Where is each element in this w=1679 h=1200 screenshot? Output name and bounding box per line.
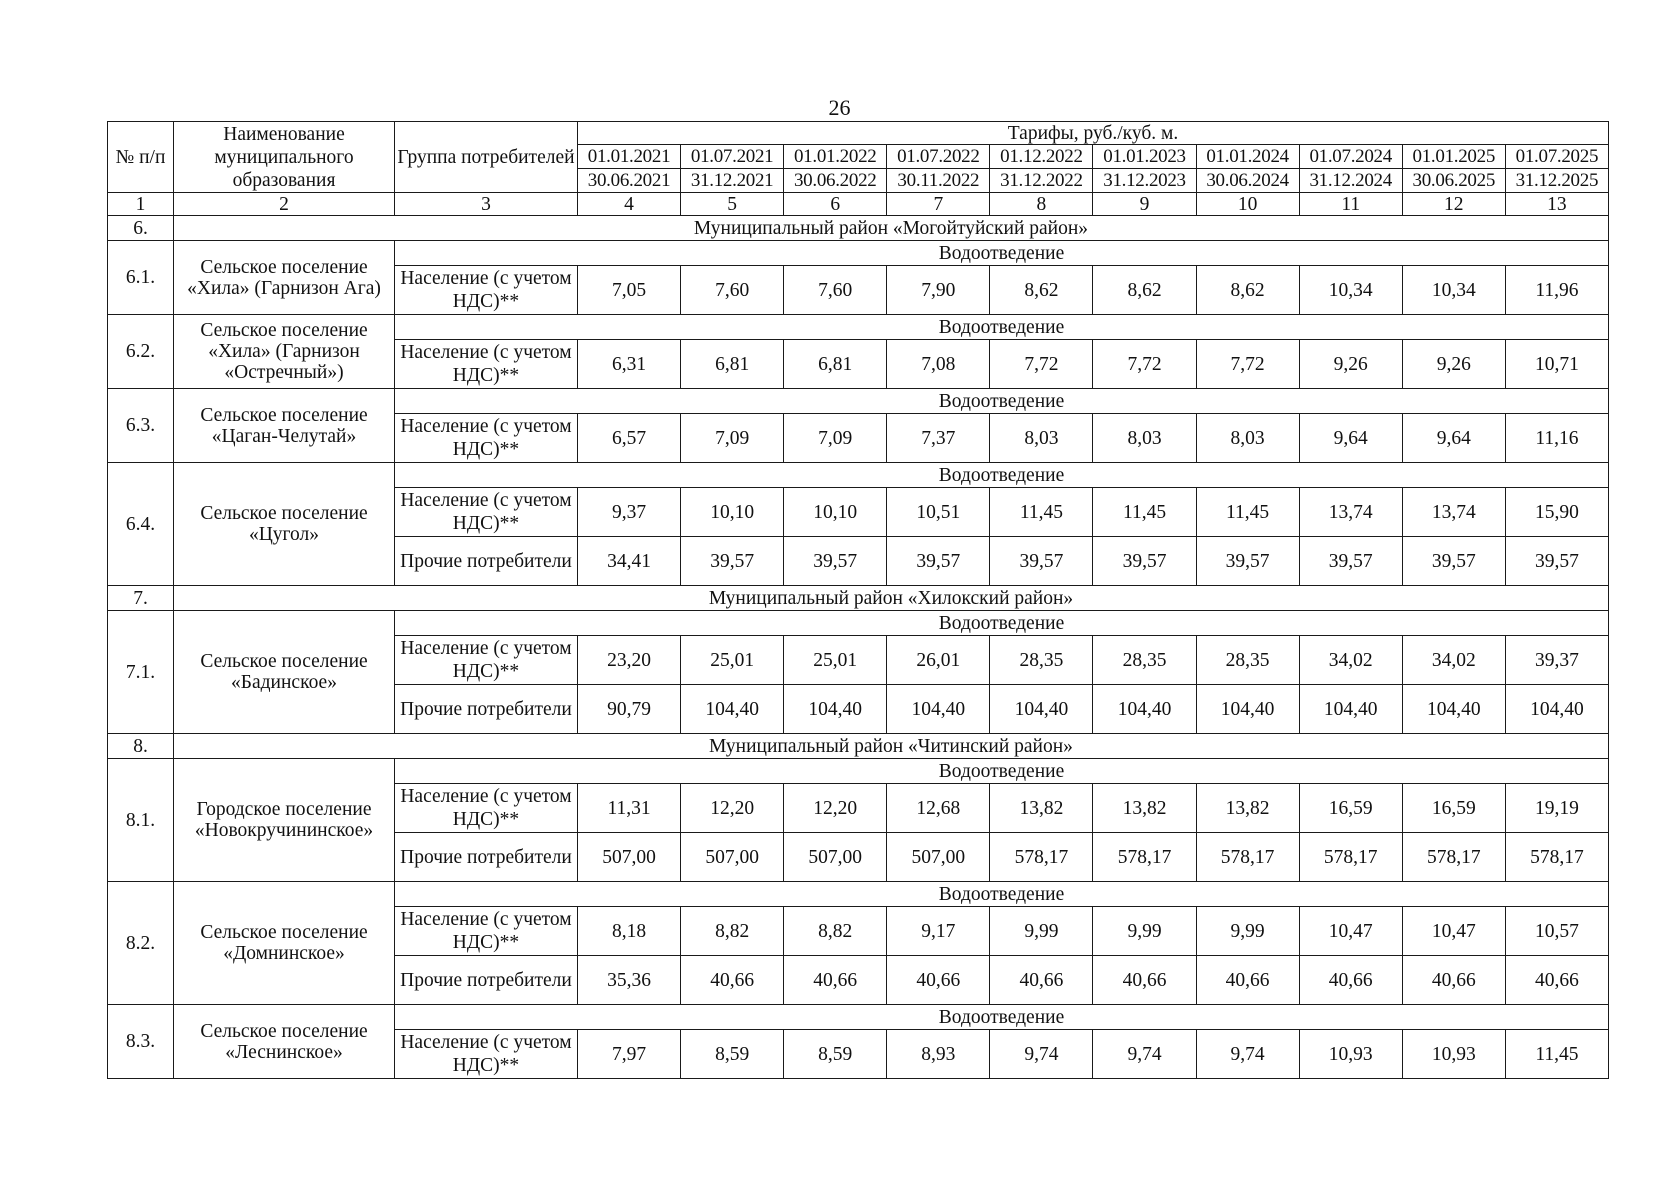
- service-type: Водоотведение: [395, 315, 1609, 340]
- tariff-value: 8,59: [681, 1030, 784, 1079]
- service-row: [108, 463, 1609, 488]
- period-to: 30.06.2021: [578, 168, 680, 192]
- tariff-value: 10,10: [681, 488, 784, 537]
- tariff-value: 8,18: [578, 907, 681, 956]
- consumer-group: Прочие потребители: [395, 833, 578, 882]
- tariff-value: 16,59: [1402, 784, 1505, 833]
- entry-number: 6.2.: [108, 315, 174, 389]
- tariff-value: 9,74: [990, 1030, 1093, 1079]
- entry-number: 7.1.: [108, 611, 174, 734]
- tariff-value: 104,40: [1196, 685, 1299, 734]
- entry-number: 8.1.: [108, 759, 174, 882]
- tariff-value: 6,81: [784, 340, 887, 389]
- column-number: 5: [681, 193, 784, 216]
- period-to: 30.06.2025: [1403, 168, 1505, 192]
- tariff-value: 9,99: [990, 907, 1093, 956]
- tariff-value: 11,45: [1093, 488, 1196, 537]
- tariff-value: 28,35: [1196, 636, 1299, 685]
- tariff-value: 11,45: [1505, 1030, 1608, 1079]
- tariff-value: 6,57: [578, 414, 681, 463]
- service-row: [108, 882, 1609, 907]
- tariff-value: 9,99: [1196, 907, 1299, 956]
- tariff-value: 578,17: [1299, 833, 1402, 882]
- tariff-value: 10,93: [1299, 1030, 1402, 1079]
- tariff-value: 9,37: [578, 488, 681, 537]
- district-row: [108, 734, 1609, 759]
- tariff-value: 9,26: [1402, 340, 1505, 389]
- tariff-value: 90,79: [578, 685, 681, 734]
- service-type: Водоотведение: [395, 882, 1609, 907]
- municipality-name: Сельское поселение «Домнинское»: [174, 882, 395, 1005]
- period-header: [887, 145, 990, 193]
- service-type: Водоотведение: [395, 389, 1609, 414]
- consumer-group: Прочие потребители: [395, 537, 578, 586]
- tariff-value: 8,82: [681, 907, 784, 956]
- tariff-value: 39,57: [1093, 537, 1196, 586]
- tariff-value: 40,66: [1093, 956, 1196, 1005]
- period-header: [1402, 145, 1505, 193]
- period-header: [990, 145, 1093, 193]
- period-from: 01.12.2022: [1000, 146, 1083, 167]
- service-row: [108, 315, 1609, 340]
- tariff-value: 10,47: [1299, 907, 1402, 956]
- period-header: [1196, 145, 1299, 193]
- tariff-value: 8,03: [990, 414, 1093, 463]
- period-header: [784, 145, 887, 193]
- tariff-value: 9,64: [1402, 414, 1505, 463]
- tariff-value: 507,00: [887, 833, 990, 882]
- district-number: 8.: [108, 734, 174, 759]
- tariff-value: 7,72: [1093, 340, 1196, 389]
- tariff-value: 40,66: [1299, 956, 1402, 1005]
- tariff-table: [107, 121, 1609, 1079]
- municipality-name: Городское поселение «Новокручининское»: [174, 759, 395, 882]
- tariff-value: 9,17: [887, 907, 990, 956]
- tariff-value: 26,01: [887, 636, 990, 685]
- entry-number: 8.2.: [108, 882, 174, 1005]
- tariff-value: 12,68: [887, 784, 990, 833]
- consumer-group: Население (с учетом НДС)**: [395, 636, 578, 685]
- consumer-group: Прочие потребители: [395, 956, 578, 1005]
- tariff-value: 39,57: [1505, 537, 1608, 586]
- tariff-value: 16,59: [1299, 784, 1402, 833]
- tariff-value: 9,74: [1093, 1030, 1196, 1079]
- period-header: [1093, 145, 1196, 193]
- table-header: [108, 122, 1609, 216]
- period-header: [1299, 145, 1402, 193]
- service-row: [108, 241, 1609, 266]
- municipality-name: Сельское поселение «Хила» (Гарнизон «Остречный»): [174, 315, 395, 389]
- tariff-value: 104,40: [990, 685, 1093, 734]
- column-number: 8: [990, 193, 1093, 216]
- district-number: 7.: [108, 586, 174, 611]
- tariff-value: 9,64: [1299, 414, 1402, 463]
- service-row: [108, 1005, 1609, 1030]
- municipality-name: Сельское поселение «Леснинское»: [174, 1005, 395, 1079]
- tariff-value: 40,66: [1196, 956, 1299, 1005]
- column-number-row: [108, 193, 1609, 216]
- district-row: [108, 216, 1609, 241]
- tariff-value: 11,31: [578, 784, 681, 833]
- service-type: Водоотведение: [395, 611, 1609, 636]
- tariff-value: 9,26: [1299, 340, 1402, 389]
- column-number: 6: [784, 193, 887, 216]
- tariff-value: 40,66: [681, 956, 784, 1005]
- tariff-value: 8,03: [1196, 414, 1299, 463]
- tariff-value: 11,16: [1505, 414, 1608, 463]
- tariff-value: 10,51: [887, 488, 990, 537]
- period-to: 30.11.2022: [887, 168, 989, 192]
- page-number: 26: [828, 95, 851, 120]
- tariff-value: 578,17: [1093, 833, 1196, 882]
- tariff-value: 40,66: [1505, 956, 1608, 1005]
- tariff-value: 8,62: [1093, 266, 1196, 315]
- tariff-value: 40,66: [1402, 956, 1505, 1005]
- tariff-value: 28,35: [990, 636, 1093, 685]
- tariff-value: 15,90: [1505, 488, 1608, 537]
- tariff-value: 10,71: [1505, 340, 1608, 389]
- column-number: 3: [395, 193, 578, 216]
- column-number: 1: [108, 193, 174, 216]
- period-from: 01.01.2022: [793, 146, 877, 167]
- tariff-value: 11,96: [1505, 266, 1608, 315]
- tariff-value: 8,03: [1093, 414, 1196, 463]
- tariff-value: 12,20: [784, 784, 887, 833]
- tariff-value: 13,82: [1196, 784, 1299, 833]
- tariff-value: 34,02: [1402, 636, 1505, 685]
- tariff-value: 104,40: [784, 685, 887, 734]
- tariff-value: 8,93: [887, 1030, 990, 1079]
- tariff-value: 578,17: [1196, 833, 1299, 882]
- tariff-value: 10,57: [1505, 907, 1608, 956]
- tariff-value: 19,19: [1505, 784, 1608, 833]
- tariff-value: 28,35: [1093, 636, 1196, 685]
- consumer-group: Население (с учетом НДС)**: [395, 784, 578, 833]
- tariff-value: 10,34: [1299, 266, 1402, 315]
- tariff-value: 8,62: [990, 266, 1093, 315]
- period-from: 01.01.2021: [587, 146, 671, 167]
- tariff-value: 12,20: [681, 784, 784, 833]
- service-type: Водоотведение: [395, 759, 1609, 784]
- tariff-value: 25,01: [784, 636, 887, 685]
- tariff-value: 39,57: [784, 537, 887, 586]
- column-number: 13: [1505, 193, 1608, 216]
- district-title: Муниципальный район «Могойтуйский район»: [174, 216, 1609, 241]
- tariff-value: 39,57: [681, 537, 784, 586]
- tariff-value: 10,10: [784, 488, 887, 537]
- period-from: 01.07.2021: [690, 146, 774, 167]
- municipality-name: Сельское поселение «Хила» (Гарнизон Ага): [174, 241, 395, 315]
- tariff-value: 39,57: [1299, 537, 1402, 586]
- district-row: [108, 586, 1609, 611]
- tariff-value: 6,31: [578, 340, 681, 389]
- tariff-value: 35,36: [578, 956, 681, 1005]
- consumer-group: Население (с учетом НДС)**: [395, 1030, 578, 1079]
- tariff-value: 13,82: [1093, 784, 1196, 833]
- column-number: 10: [1196, 193, 1299, 216]
- tariff-value: 7,72: [1196, 340, 1299, 389]
- tariff-value: 7,05: [578, 266, 681, 315]
- period-to: 30.06.2024: [1197, 168, 1299, 192]
- entry-number: 8.3.: [108, 1005, 174, 1079]
- tariff-value: 7,37: [887, 414, 990, 463]
- tariff-value: 11,45: [990, 488, 1093, 537]
- period-from: 01.07.2024: [1309, 146, 1392, 167]
- district-title: Муниципальный район «Читинский район»: [174, 734, 1609, 759]
- tariff-value: 34,02: [1299, 636, 1402, 685]
- period-header: [681, 145, 784, 193]
- tariff-value: 25,01: [681, 636, 784, 685]
- service-row: [108, 611, 1609, 636]
- tariff-value: 578,17: [990, 833, 1093, 882]
- tariff-value: 104,40: [1093, 685, 1196, 734]
- tariff-value: 7,60: [681, 266, 784, 315]
- column-number: 2: [174, 193, 395, 216]
- consumer-group: Прочие потребители: [395, 685, 578, 734]
- tariff-value: 10,93: [1402, 1030, 1505, 1079]
- district-title: Муниципальный район «Хилокский район»: [174, 586, 1609, 611]
- tariff-value: 7,90: [887, 266, 990, 315]
- tariff-value: 13,82: [990, 784, 1093, 833]
- entry-number: 6.1.: [108, 241, 174, 315]
- consumer-group: Население (с учетом НДС)**: [395, 266, 578, 315]
- period-to: 31.12.2024: [1300, 168, 1402, 192]
- period-header: [1505, 145, 1608, 193]
- tariffs-title: Тарифы, руб./куб. м.: [578, 122, 1609, 145]
- period-header: [578, 145, 681, 193]
- tariff-value: 104,40: [681, 685, 784, 734]
- column-number: 4: [578, 193, 681, 216]
- service-row: [108, 389, 1609, 414]
- table-body: [108, 216, 1609, 1079]
- tariff-value: 40,66: [990, 956, 1093, 1005]
- tariff-value: 40,66: [887, 956, 990, 1005]
- tariff-value: 8,59: [784, 1030, 887, 1079]
- tariff-value: 7,08: [887, 340, 990, 389]
- tariff-value: 104,40: [887, 685, 990, 734]
- tariff-value: 7,09: [681, 414, 784, 463]
- column-number: 9: [1093, 193, 1196, 216]
- service-type: Водоотведение: [395, 1005, 1609, 1030]
- tariff-value: 10,34: [1402, 266, 1505, 315]
- period-from: 01.01.2023: [1103, 146, 1186, 167]
- tariff-value: 7,72: [990, 340, 1093, 389]
- tariff-value: 104,40: [1299, 685, 1402, 734]
- tariff-value: 39,57: [1402, 537, 1505, 586]
- tariff-value: 7,60: [784, 266, 887, 315]
- tariff-value: 8,82: [784, 907, 887, 956]
- tariff-value: 578,17: [1505, 833, 1608, 882]
- tariff-value: 40,66: [784, 956, 887, 1005]
- tariff-value: 578,17: [1402, 833, 1505, 882]
- tariff-value: 7,97: [578, 1030, 681, 1079]
- service-row: [108, 759, 1609, 784]
- tariff-value: 39,57: [990, 537, 1093, 586]
- tariff-value: 104,40: [1505, 685, 1608, 734]
- period-from: 01.07.2022: [897, 146, 980, 167]
- municipality-name: Сельское поселение «Бадинское»: [174, 611, 395, 734]
- entry-number: 6.3.: [108, 389, 174, 463]
- entry-number: 6.4.: [108, 463, 174, 586]
- period-to: 31.12.2022: [990, 168, 1092, 192]
- tariff-value: 10,47: [1402, 907, 1505, 956]
- tariff-value: 13,74: [1299, 488, 1402, 537]
- tariff-value: 39,57: [887, 537, 990, 586]
- service-type: Водоотведение: [395, 241, 1609, 266]
- district-number: 6.: [108, 216, 174, 241]
- consumer-group: Население (с учетом НДС)**: [395, 488, 578, 537]
- tariff-value: 8,62: [1196, 266, 1299, 315]
- column-number: 11: [1299, 193, 1402, 216]
- municipality-name: Сельское поселение «Цугол»: [174, 463, 395, 586]
- tariff-value: 7,09: [784, 414, 887, 463]
- col-num-header: № п/п: [108, 122, 174, 193]
- tariff-value: 6,81: [681, 340, 784, 389]
- column-number: 7: [887, 193, 990, 216]
- period-from: 01.01.2025: [1412, 146, 1496, 167]
- tariff-value: 11,45: [1196, 488, 1299, 537]
- tariff-value: 507,00: [681, 833, 784, 882]
- tariff-value: 507,00: [578, 833, 681, 882]
- tariff-value: 9,74: [1196, 1030, 1299, 1079]
- col-group-header: Группа потребителей: [395, 122, 578, 193]
- period-to: 31.12.2021: [681, 168, 783, 192]
- tariff-value: 39,57: [1196, 537, 1299, 586]
- tariff-value: 13,74: [1402, 488, 1505, 537]
- column-number: 12: [1402, 193, 1505, 216]
- consumer-group: Население (с учетом НДС)**: [395, 340, 578, 389]
- tariff-value: 9,99: [1093, 907, 1196, 956]
- tariff-value: 39,37: [1505, 636, 1608, 685]
- period-to: 31.12.2025: [1506, 168, 1608, 192]
- tariff-value: 23,20: [578, 636, 681, 685]
- period-to: 31.12.2023: [1093, 168, 1195, 192]
- municipality-name: Сельское поселение «Цаган-Челутай»: [174, 389, 395, 463]
- consumer-group: Население (с учетом НДС)**: [395, 414, 578, 463]
- tariff-value: 507,00: [784, 833, 887, 882]
- tariff-value: 104,40: [1402, 685, 1505, 734]
- period-to: 30.06.2022: [784, 168, 886, 192]
- service-type: Водоотведение: [395, 463, 1609, 488]
- period-from: 01.01.2024: [1206, 146, 1289, 167]
- tariff-value: 34,41: [578, 537, 681, 586]
- consumer-group: Население (с учетом НДС)**: [395, 907, 578, 956]
- col-name-header: Наименование муниципального образования: [174, 122, 395, 193]
- period-from: 01.07.2025: [1515, 146, 1599, 167]
